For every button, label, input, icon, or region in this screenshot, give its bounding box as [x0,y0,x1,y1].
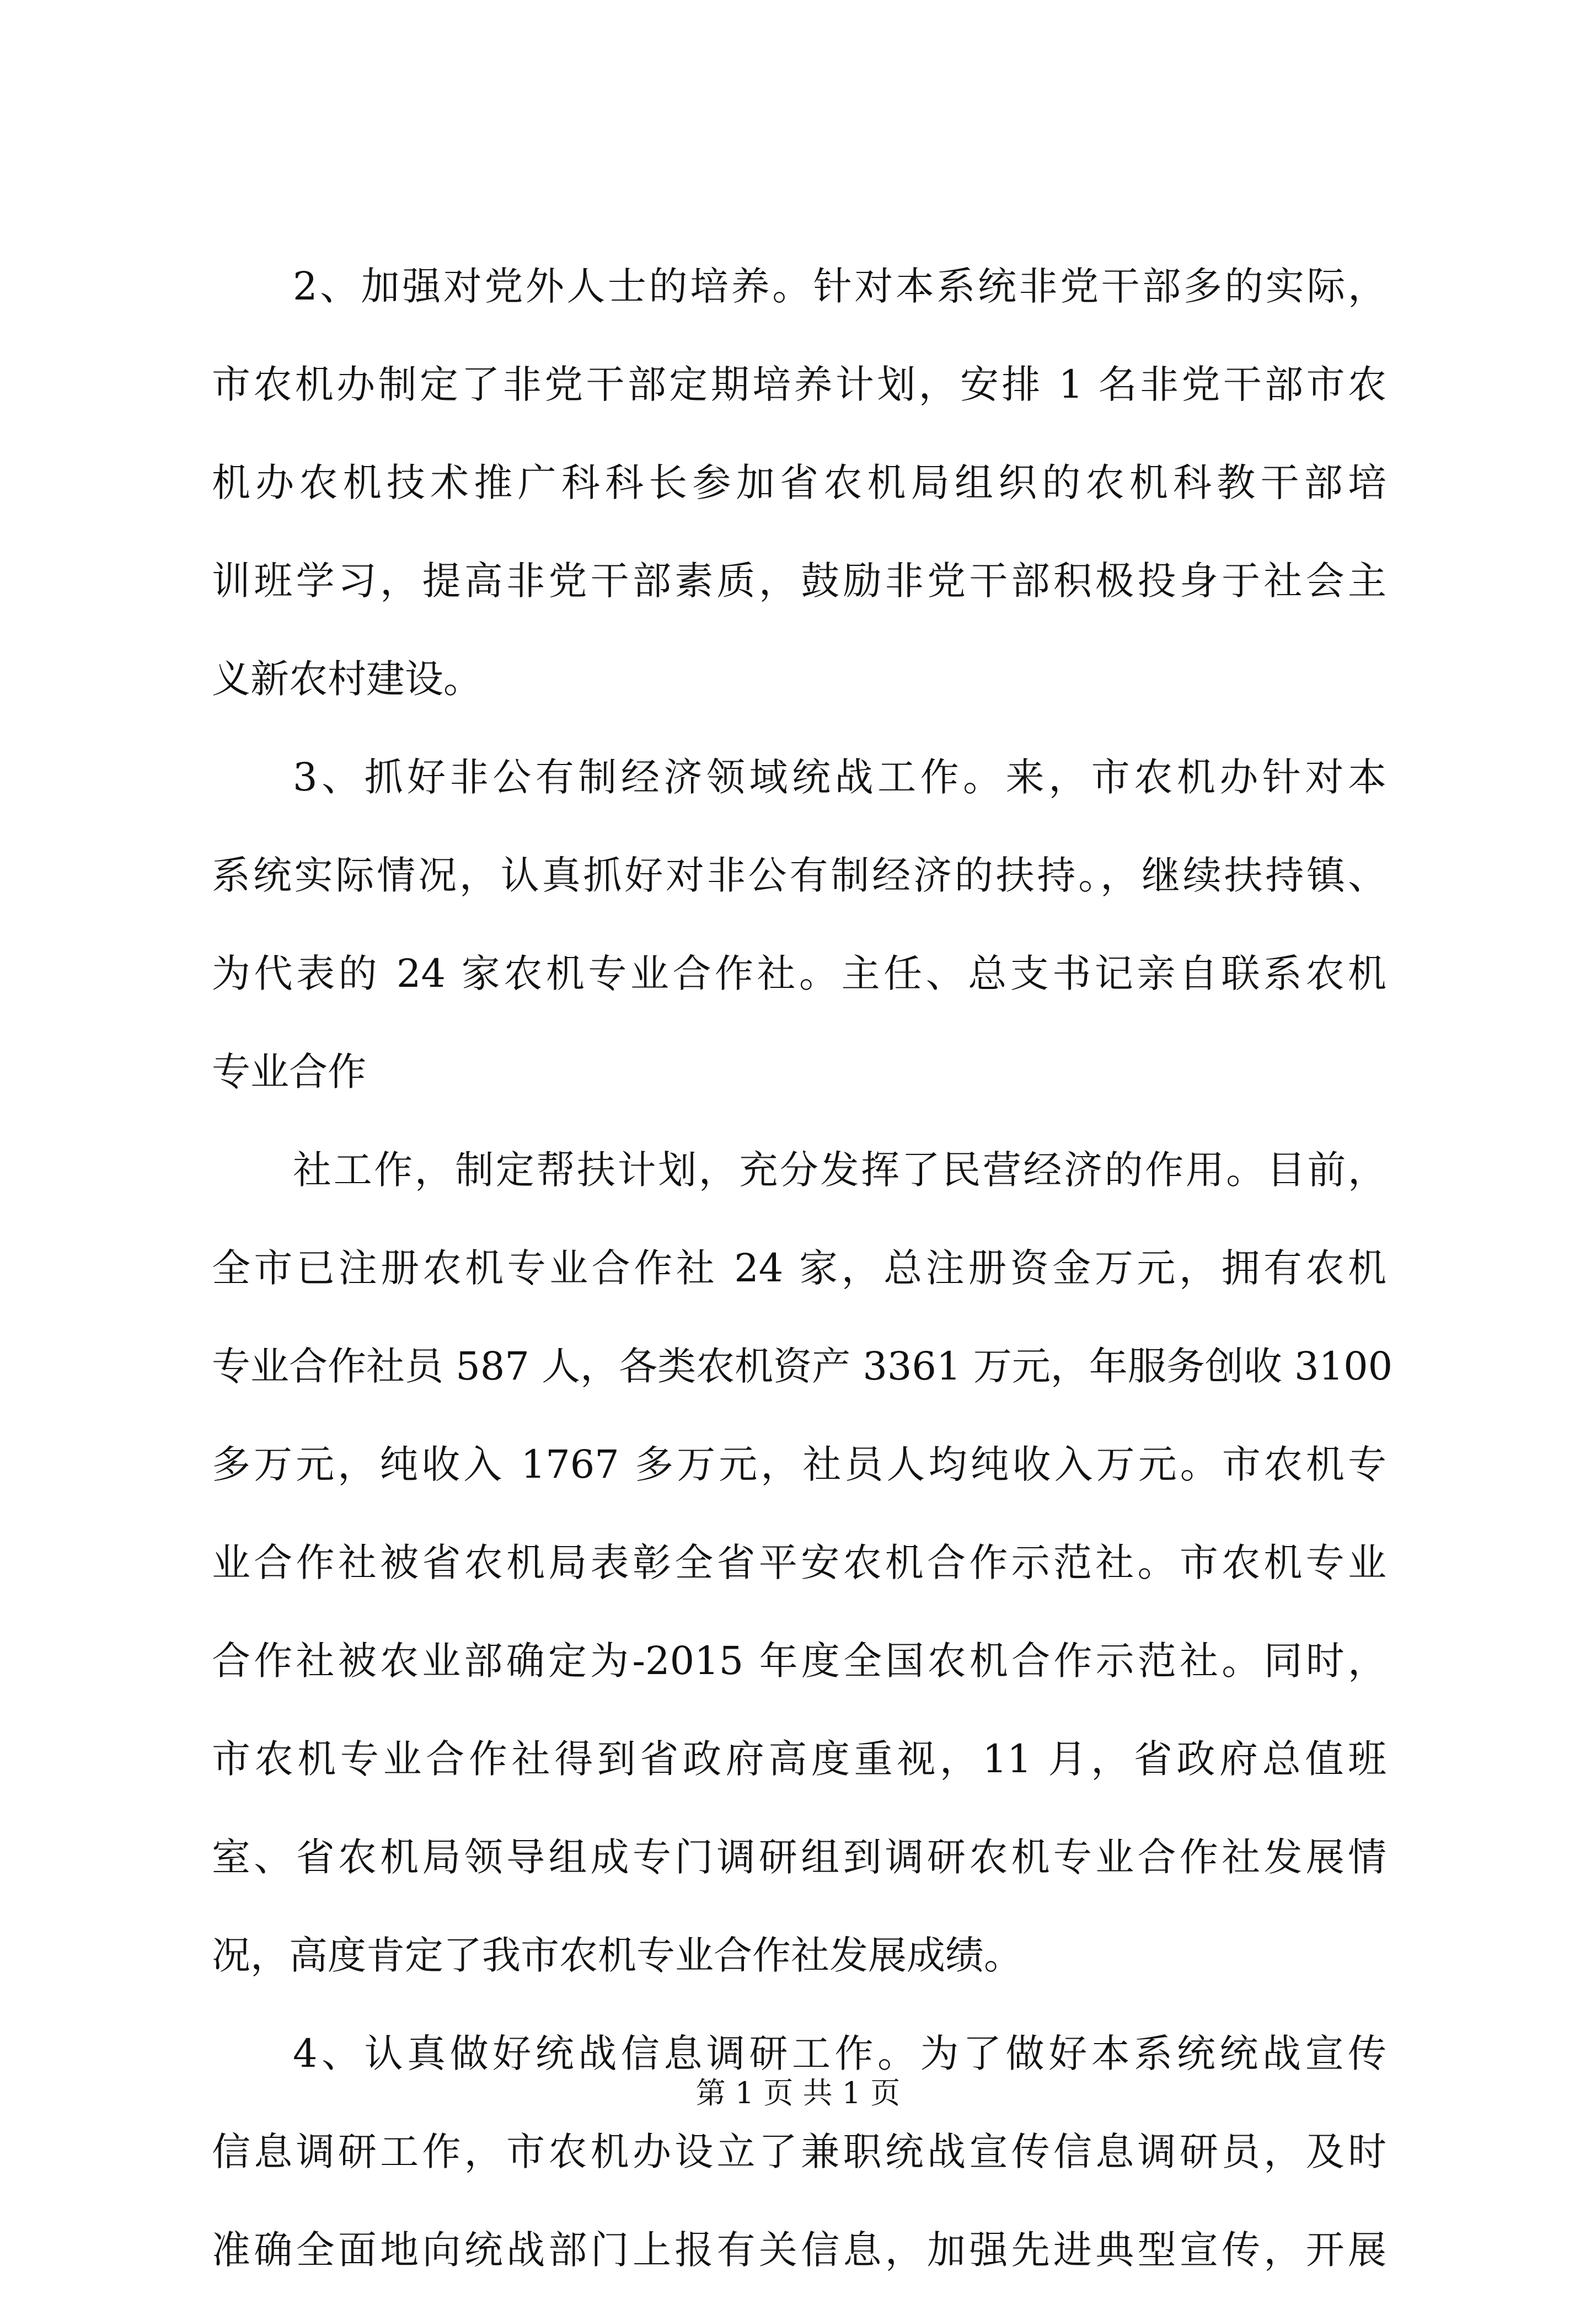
paragraph-3b-line-2: 全市已注册农机专业合作社 24 家，总注册资金万元，拥有农机 [212,1245,1386,1291]
paragraph-3-line-4: 专业合作 [212,1049,366,1094]
paragraph-2-line-5: 义新农村建设。 [212,656,482,702]
paragraph-4-line-1: 4、认真做好统战信息调研工作。为了做好本系统统战宣传 [293,2031,1386,2076]
paragraph-2-line-3: 机办农机技术推广科科长参加省农机局组织的农机科教干部培 [212,460,1386,505]
paragraph-2-line-2: 市农机办制定了非党干部定期培养计划，安排 1 名非党干部市农 [212,362,1386,407]
paragraph-4-line-2: 信息调研工作，市农机办设立了兼职统战宣传信息调研员，及时 [212,2129,1386,2174]
paragraph-3b-line-8: 室、省农机局领导组成专门调研组到调研农机专业合作社发展情 [212,1835,1386,1880]
paragraph-3-line-1: 3、抓好非公有制经济领域统战工作。来，市农机办针对本 [293,755,1386,800]
paragraph-3b-line-5: 业合作社被省农机局表彰全省平安农机合作示范社。市农机专业 [212,1540,1386,1585]
page-number-footer: 第 1 页 共 1 页 [695,2076,901,2110]
paragraph-3b-line-1: 社工作，制定帮扶计划，充分发挥了民营经济的作用。目前， [293,1147,1386,1193]
paragraph-3b-line-9: 况，高度肯定了我市农机专业合作社发展成绩。 [212,1933,1022,1978]
paragraph-3-line-3: 为代表的 24 家农机专业合作社。主任、总支书记亲自联系农机 [212,951,1386,996]
document-body [212,237,1393,2299]
paragraph-4-line-3: 准确全面地向统战部门上报有关信息，加强先进典型宣传，开展 [212,2227,1386,2273]
paragraph-3-line-2: 系统实际情况，认真抓好对非公有制经济的扶持。，继续扶持镇、 [212,853,1386,898]
paragraph-3b-line-6: 合作社被农业部确定为-2015 年度全国农机合作示范社。同时， [212,1638,1386,1683]
paragraph-3b-line-4: 多万元，纯收入 1767 多万元，社员人均纯收入万元。市农机专 [212,1442,1386,1487]
paragraph-3b-line-7: 市农机专业合作社得到省政府高度重视，11 月，省政府总值班 [212,1736,1386,1782]
paragraph-2-line-4: 训班学习，提高非党干部素质，鼓励非党干部积极投身于社会主 [212,558,1386,603]
paragraph-2-line-1: 2、加强对党外人士的培养。针对本系统非党干部多的实际， [293,264,1386,309]
paragraph-3b-line-3: 专业合作社员 587 人，各类农机资产 3361 万元，年服务创收 3100 [212,1344,1393,1389]
